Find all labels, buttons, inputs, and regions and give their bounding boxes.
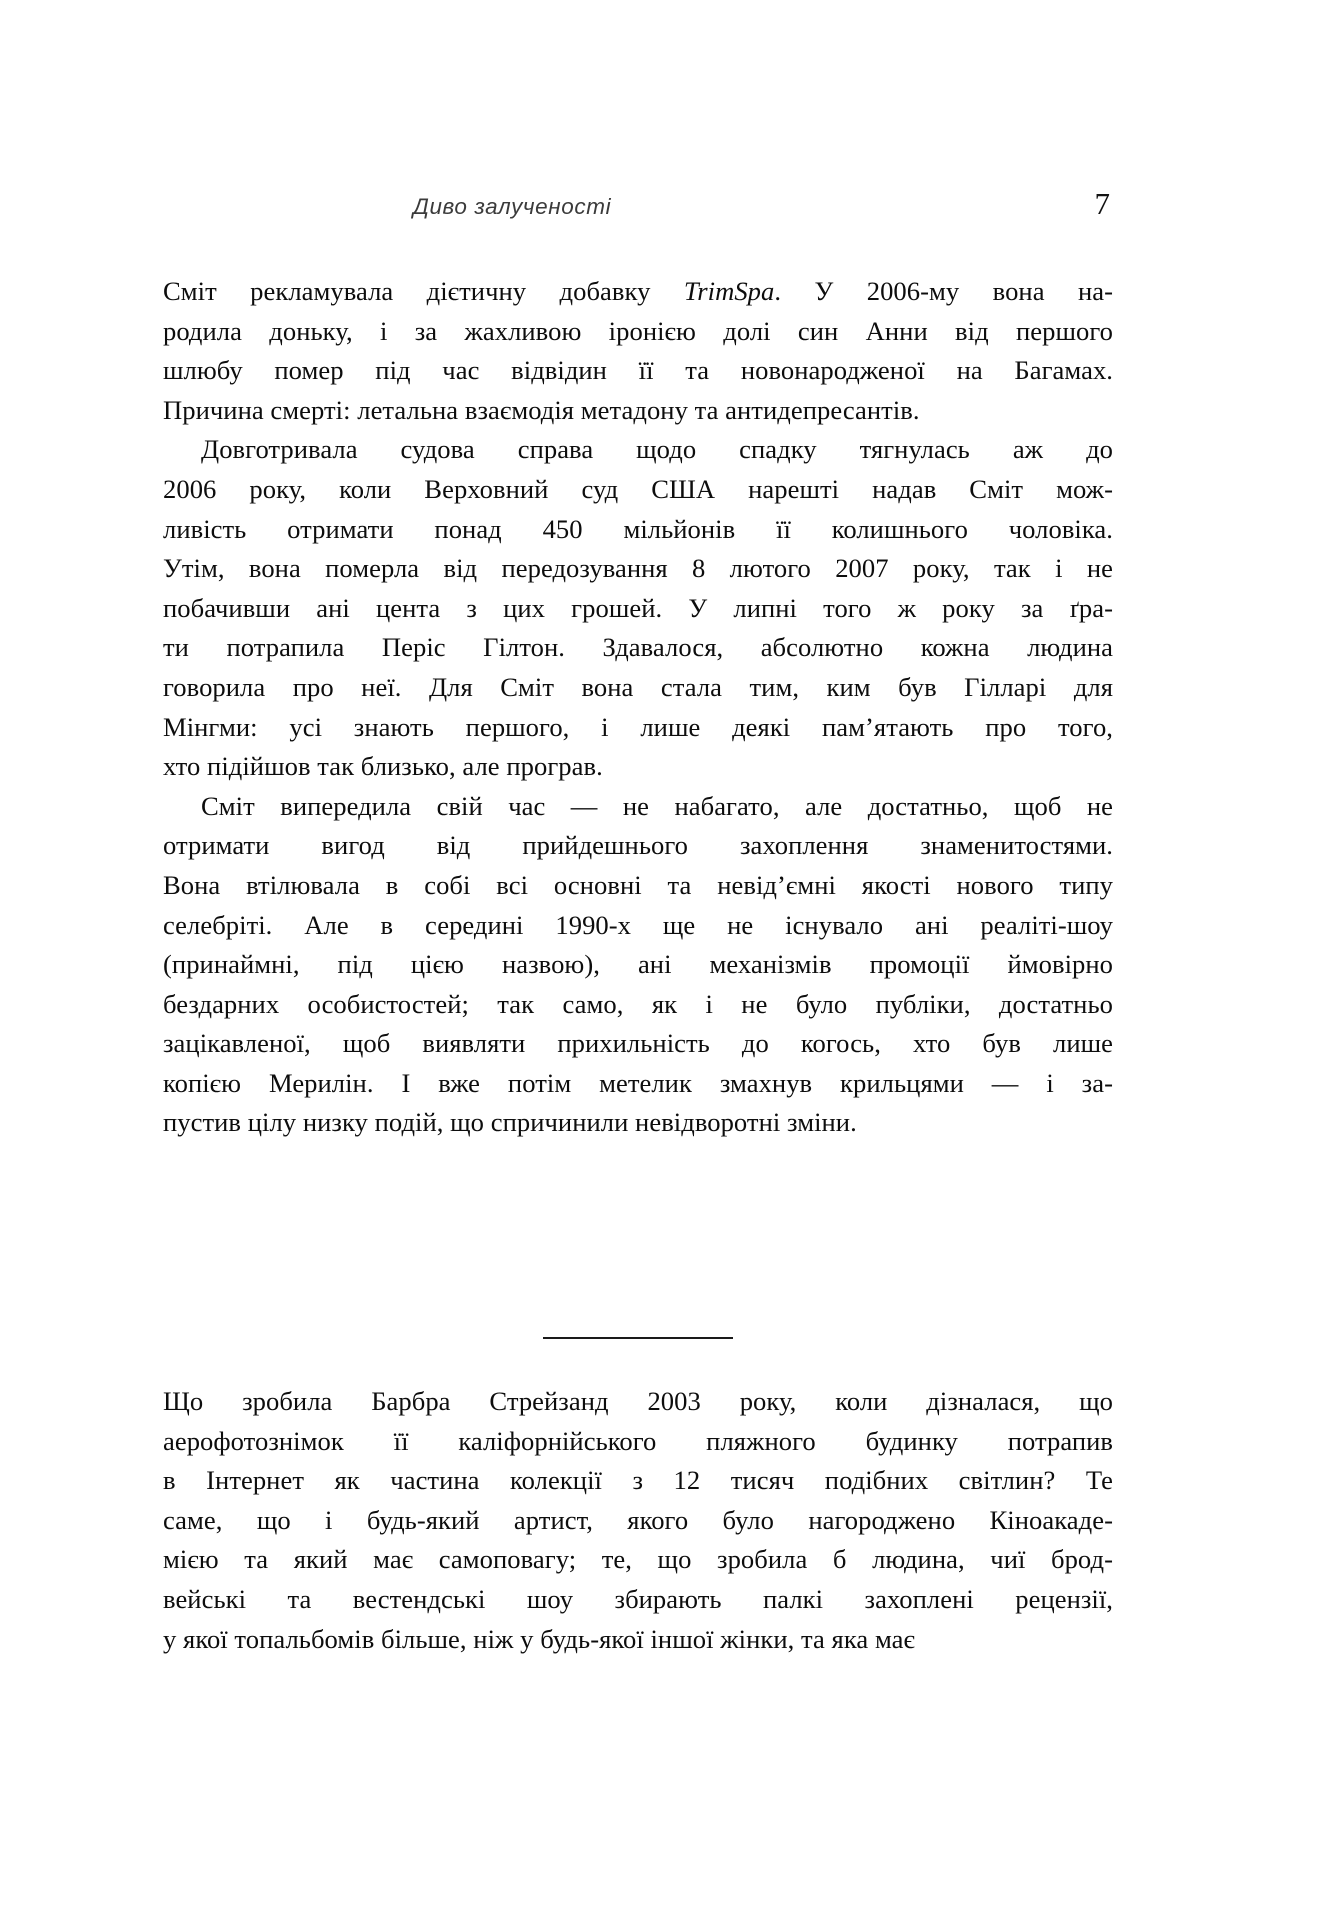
text-line: Що зробила Барбра Стрейзанд 2003 року, коли дізналася, що	[163, 1386, 1113, 1416]
text-line: копією Мерилін. І вже потім метелик змахнув крильцями — і за-	[163, 1067, 1113, 1098]
text-line: вейські та вестендські шоу збирають палкі захоплені рецензії,	[163, 1583, 1113, 1614]
text-line: аерофотознімок її каліфорнійського пляжного будинку потрапив	[163, 1425, 1113, 1456]
text-line: Утім, вона померла від передозування 8 лютого 2007 року, так і не	[163, 553, 1113, 584]
paragraph-3	[163, 787, 1113, 1143]
text-line: хто підійшов так близько, але програв.	[163, 751, 603, 782]
text-line: у якої топальбомів більше, ніж у будь-якої іншої жінки, та яка має	[163, 1623, 915, 1654]
text-line: в Інтернет як частина колекції з 12 тисяч подібних світлин? Те	[163, 1465, 1113, 1496]
paragraph-2	[163, 430, 1113, 786]
text-line: родила доньку, і за жахливою іронією долі син Анни від першого	[163, 315, 1113, 346]
running-head	[163, 188, 1110, 228]
text-line: мією та який має самоповагу; те, що зробила б людина, чиї брод-	[163, 1544, 1113, 1575]
page-number: 7	[1094, 186, 1110, 221]
paragraph-4	[163, 1382, 1113, 1659]
text-line: отримати вигод від прийдешнього захоплення знаменитостями.	[163, 830, 1113, 861]
text-line: Сміт випередила свій час — не набагато, але достатньо, щоб не	[201, 790, 1113, 821]
body-text-section-one	[163, 272, 1113, 1143]
text-line: Довготривала судова справа щодо спадку тягнулась аж до	[201, 434, 1113, 465]
text-line: (принаймні, під цією назвою), ані механізмів промоції ймовірно	[163, 949, 1113, 980]
divider-rule	[543, 1337, 733, 1339]
text-line: ливість отримати понад 450 мільйонів її колишнього чоловіка.	[163, 513, 1113, 544]
text-line: Сміт рекламувала дієтичну добавку TrimSpa. У 2006-му вона на-	[163, 276, 1114, 306]
text-line: шлюбу помер під час відвідин її та новонародженої на Багамах.	[163, 355, 1113, 386]
text-line: пустив цілу низку подій, що спричинили невідворотні зміни.	[163, 1107, 857, 1138]
text-line: зацікавленої, щоб виявляти прихильність до когось, хто був лише	[163, 1028, 1113, 1059]
text-line: Мінгми: усі знають першого, і лише деякі пам’ятають про того,	[163, 711, 1113, 742]
text-line: ти потрапила Періс Гілтон. Здавалося, абсолютно кожна людина	[163, 632, 1113, 663]
text-line: побачивши ані цента з цих грошей. У липні того ж року за ґра-	[163, 592, 1113, 623]
paragraph-1	[163, 272, 1113, 430]
text-line: говорила про неї. Для Сміт вона стала тим, ким був Гілларі для	[163, 671, 1113, 702]
text-line: бездарних особистостей; так само, як і не було публіки, достатньо	[163, 988, 1113, 1019]
text-line: Причина смерті: летальна взаємодія метадону та антидепресантів.	[163, 394, 920, 425]
section-divider	[163, 1337, 1113, 1339]
body-text-section-two	[163, 1382, 1113, 1659]
running-head-title: Диво залученості	[413, 194, 612, 219]
text-line: селебріті. Але в середині 1990-х ще не існувало ані реаліті-шоу	[163, 909, 1113, 940]
text-line: саме, що і будь-який артист, якого було нагороджено Кіноакаде-	[163, 1504, 1113, 1535]
text-line: Вона втілювала в собі всі основні та невід’ємні якості нового типу	[163, 869, 1113, 900]
text-line: 2006 року, коли Верховний суд США нарешті надав Сміт мож-	[163, 473, 1113, 504]
